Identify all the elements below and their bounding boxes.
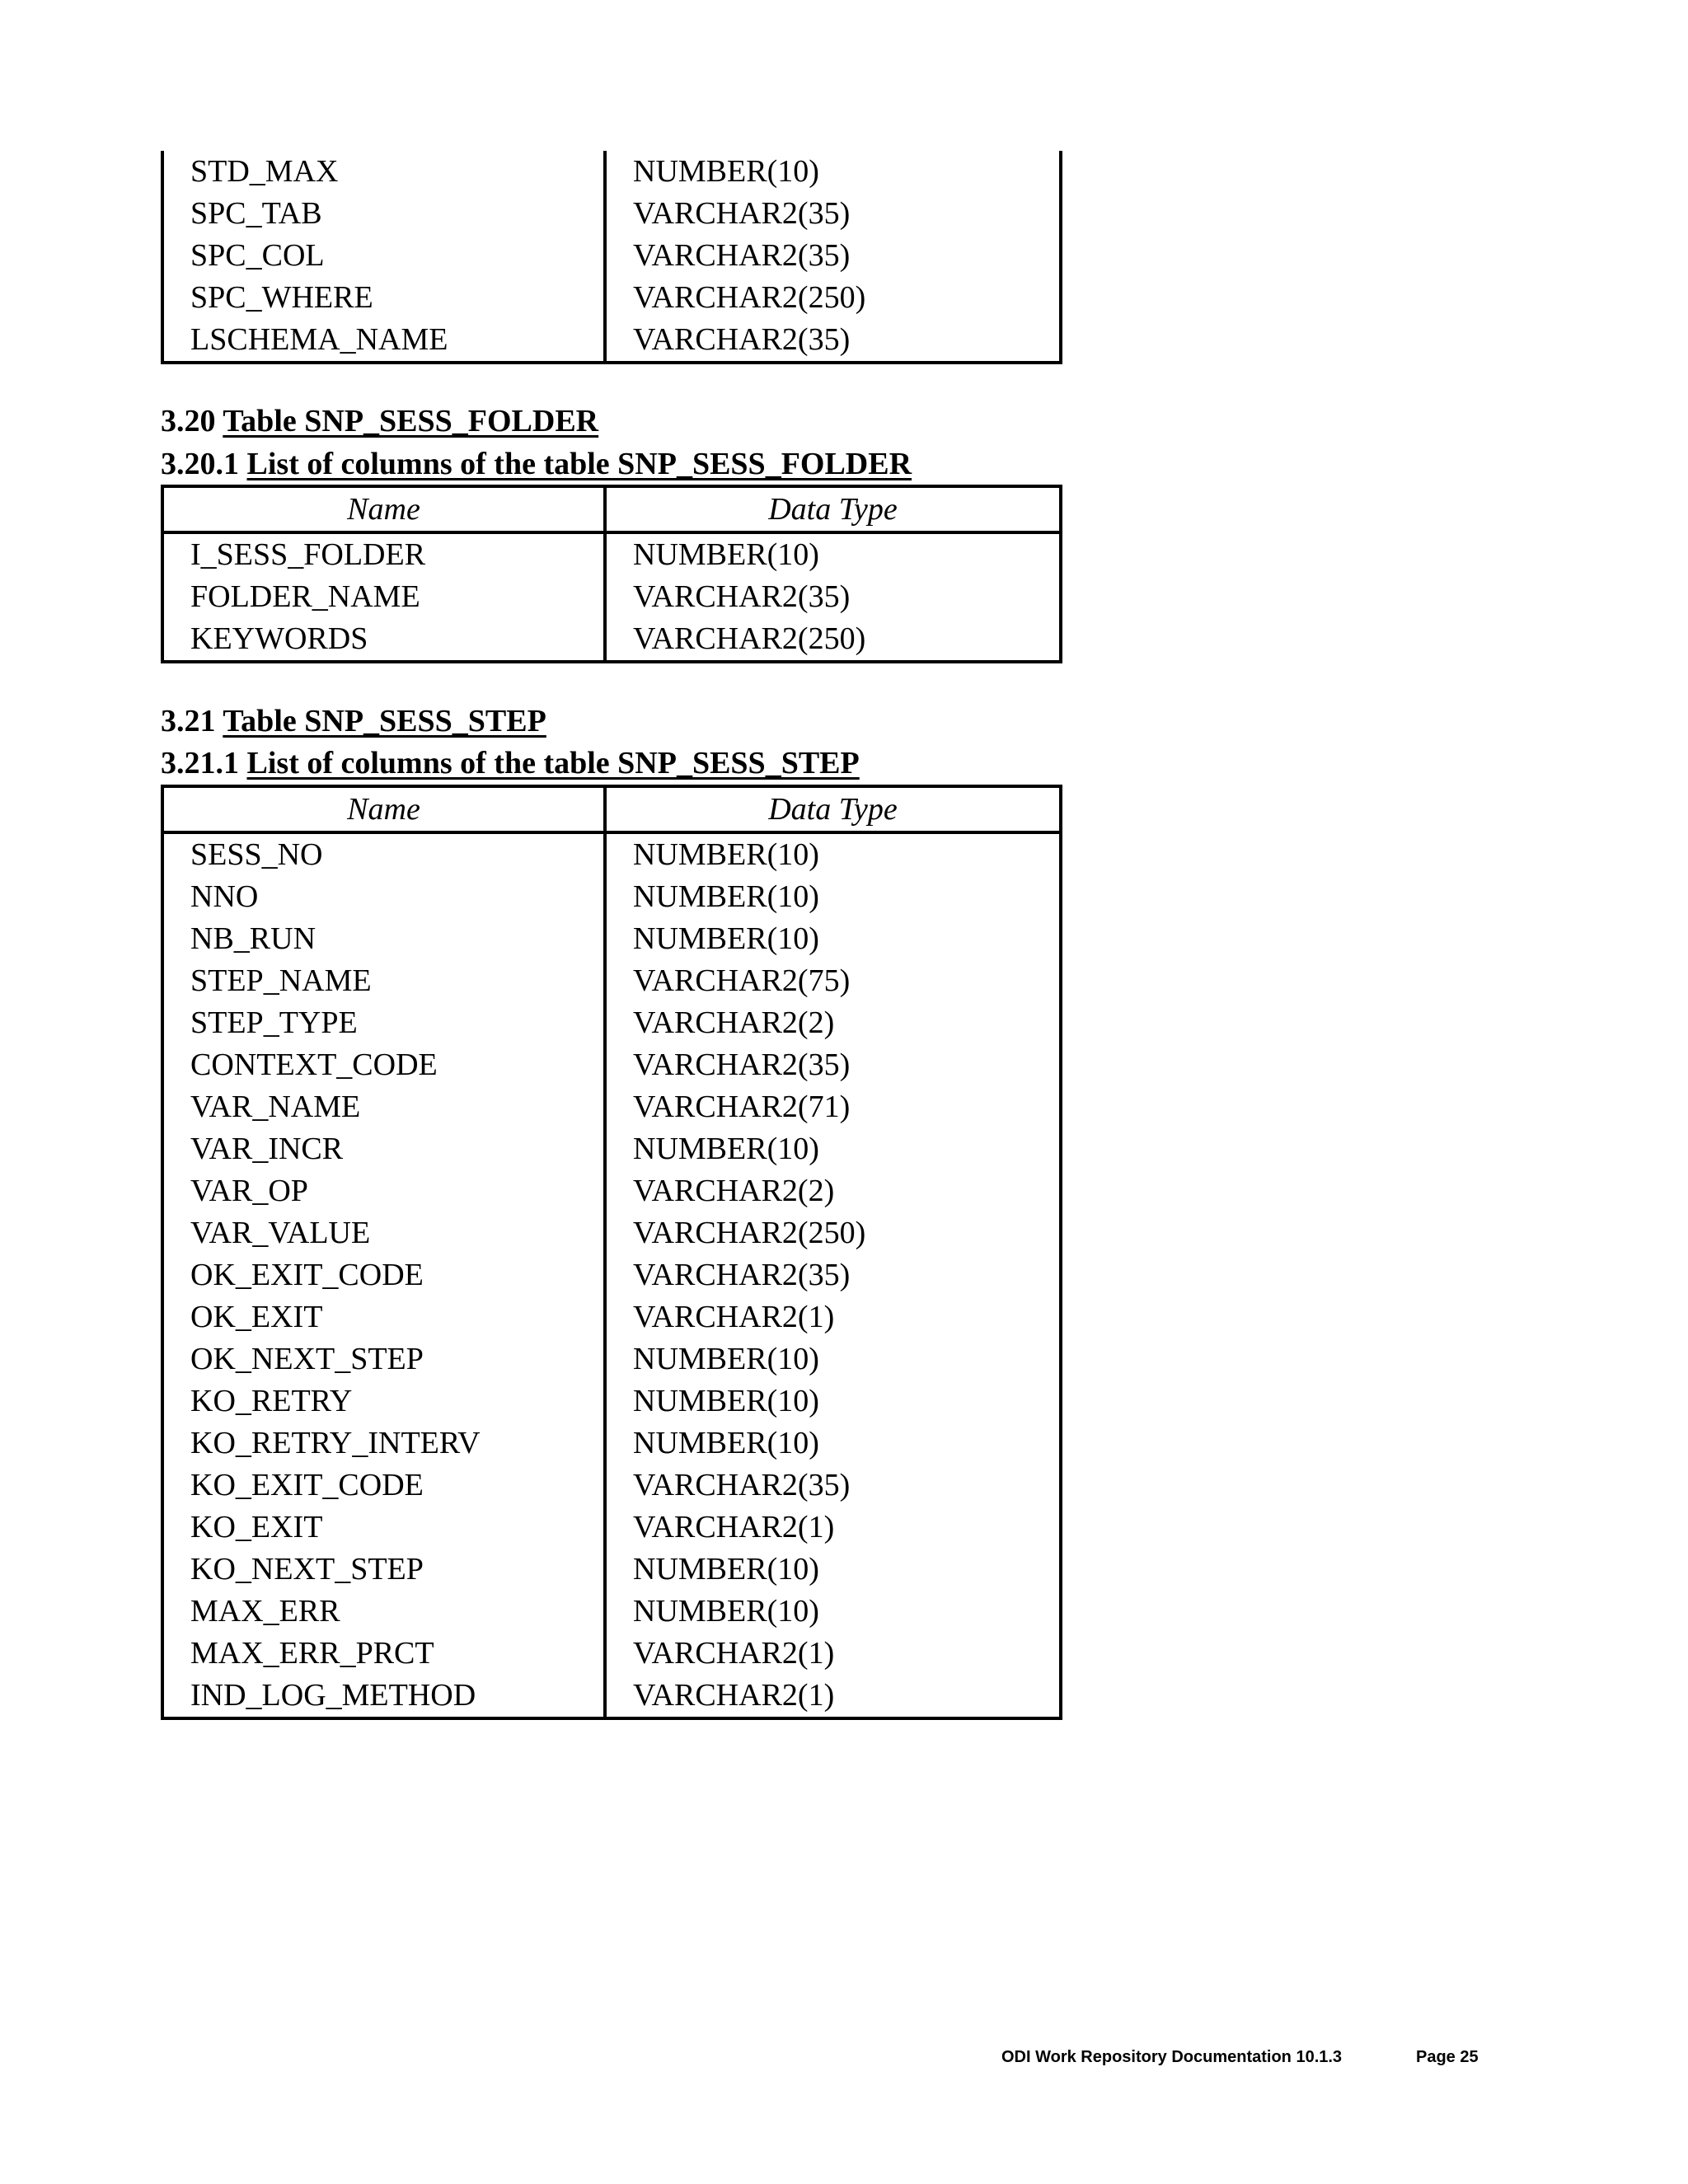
data-type-cell: NUMBER(10) <box>605 1591 1061 1633</box>
data-type-cell: NUMBER(10) <box>605 832 1061 876</box>
data-type-cell: NUMBER(10) <box>605 1549 1061 1591</box>
header-name: Name <box>162 786 605 832</box>
table-row <box>162 319 1061 363</box>
data-type-cell: VARCHAR2(2) <box>605 1170 1061 1212</box>
data-type-cell: VARCHAR2(1) <box>605 1675 1061 1718</box>
subsection-heading-3-21-1 <box>161 748 860 779</box>
table-row <box>162 277 1061 319</box>
column-name-cell: STEP_TYPE <box>162 1002 605 1044</box>
column-name-cell: STEP_NAME <box>162 960 605 1002</box>
data-type-cell: NUMBER(10) <box>605 151 1061 193</box>
column-name-cell: I_SESS_FOLDER <box>162 532 605 576</box>
table-row <box>162 1170 1061 1212</box>
table-row <box>162 235 1061 277</box>
column-name-cell: KO_RETRY <box>162 1380 605 1422</box>
footer-document-title: ODI Work Repository Documentation 10.1.3 <box>1001 2048 1343 2066</box>
table-row <box>162 1465 1061 1507</box>
column-name-cell: SPC_WHERE <box>162 277 605 319</box>
sess-folder-columns-body <box>162 532 1061 662</box>
column-name-cell: KO_NEXT_STEP <box>162 1549 605 1591</box>
data-type-cell: VARCHAR2(250) <box>605 618 1061 662</box>
continued-columns-body <box>162 151 1061 363</box>
data-type-cell: VARCHAR2(71) <box>605 1086 1061 1128</box>
footer-page-number: Page 25 <box>1416 2048 1479 2066</box>
column-name-cell: FOLDER_NAME <box>162 576 605 618</box>
subsection-title: List of columns of the table SNP_SESS_FOLDER <box>246 447 912 481</box>
column-name-cell: NB_RUN <box>162 918 605 960</box>
data-type-cell: NUMBER(10) <box>605 876 1061 918</box>
table-row <box>162 876 1061 918</box>
column-name-cell: OK_NEXT_STEP <box>162 1338 605 1380</box>
table-row <box>162 1212 1061 1254</box>
column-name-cell: OK_EXIT <box>162 1296 605 1338</box>
data-type-cell: NUMBER(10) <box>605 1338 1061 1380</box>
column-name-cell: VAR_INCR <box>162 1128 605 1170</box>
table-row <box>162 1338 1061 1380</box>
section-number: 3.21 <box>161 704 216 738</box>
data-type-cell: VARCHAR2(2) <box>605 1002 1061 1044</box>
column-name-cell: OK_EXIT_CODE <box>162 1254 605 1296</box>
subsection-number: 3.20.1 <box>161 447 239 481</box>
table-row <box>162 1549 1061 1591</box>
section-title: Table SNP_SESS_STEP <box>223 704 546 738</box>
column-name-cell: VAR_VALUE <box>162 1212 605 1254</box>
table-row <box>162 960 1061 1002</box>
data-type-cell: VARCHAR2(1) <box>605 1633 1061 1675</box>
table-row <box>162 1507 1061 1549</box>
table-row <box>162 618 1061 662</box>
table-row <box>162 1633 1061 1675</box>
section-title: Table SNP_SESS_FOLDER <box>223 404 599 438</box>
column-name-cell: SPC_TAB <box>162 193 605 235</box>
table-row <box>162 1044 1061 1086</box>
section-heading-3-21 <box>161 705 546 737</box>
column-name-cell: KO_EXIT_CODE <box>162 1465 605 1507</box>
table-row <box>162 151 1061 193</box>
column-name-cell: SPC_COL <box>162 235 605 277</box>
table-header-row <box>162 786 1061 832</box>
table-row <box>162 1422 1061 1465</box>
table-row <box>162 1380 1061 1422</box>
section-heading-3-20 <box>161 405 598 437</box>
subsection-number: 3.21.1 <box>161 746 239 780</box>
column-name-cell: SESS_NO <box>162 832 605 876</box>
table-row <box>162 532 1061 576</box>
column-name-cell: MAX_ERR <box>162 1591 605 1633</box>
column-name-cell: VAR_OP <box>162 1170 605 1212</box>
data-type-cell: NUMBER(10) <box>605 918 1061 960</box>
data-type-cell: VARCHAR2(35) <box>605 1044 1061 1086</box>
data-type-cell: VARCHAR2(1) <box>605 1507 1061 1549</box>
table-row <box>162 832 1061 876</box>
data-type-cell: NUMBER(10) <box>605 1422 1061 1465</box>
data-type-cell: NUMBER(10) <box>605 532 1061 576</box>
table-header-row <box>162 486 1061 532</box>
data-type-cell: VARCHAR2(35) <box>605 235 1061 277</box>
column-name-cell: KO_RETRY_INTERV <box>162 1422 605 1465</box>
data-type-cell: VARCHAR2(1) <box>605 1296 1061 1338</box>
column-name-cell: KEYWORDS <box>162 618 605 662</box>
data-type-cell: VARCHAR2(250) <box>605 1212 1061 1254</box>
continued-columns-table <box>161 151 1062 364</box>
data-type-cell: NUMBER(10) <box>605 1128 1061 1170</box>
table-row <box>162 1254 1061 1296</box>
table-row <box>162 193 1061 235</box>
table-row <box>162 1002 1061 1044</box>
sess-folder-columns-table <box>161 485 1062 663</box>
data-type-cell: VARCHAR2(35) <box>605 319 1061 363</box>
sess-step-columns-table <box>161 785 1062 1720</box>
table-row <box>162 1675 1061 1718</box>
column-name-cell: NNO <box>162 876 605 918</box>
table-row <box>162 1086 1061 1128</box>
data-type-cell: VARCHAR2(75) <box>605 960 1061 1002</box>
data-type-cell: NUMBER(10) <box>605 1380 1061 1422</box>
sess-step-columns-body <box>162 832 1061 1718</box>
section-number: 3.20 <box>161 404 216 438</box>
data-type-cell: VARCHAR2(250) <box>605 277 1061 319</box>
column-name-cell: LSCHEMA_NAME <box>162 319 605 363</box>
header-data-type: Data Type <box>605 486 1061 532</box>
table-row <box>162 1296 1061 1338</box>
column-name-cell: IND_LOG_METHOD <box>162 1675 605 1718</box>
column-name-cell: VAR_NAME <box>162 1086 605 1128</box>
column-name-cell: KO_EXIT <box>162 1507 605 1549</box>
subsection-title: List of columns of the table SNP_SESS_STEP <box>246 746 860 780</box>
data-type-cell: VARCHAR2(35) <box>605 576 1061 618</box>
column-name-cell: MAX_ERR_PRCT <box>162 1633 605 1675</box>
data-type-cell: VARCHAR2(35) <box>605 1254 1061 1296</box>
data-type-cell: VARCHAR2(35) <box>605 193 1061 235</box>
header-data-type: Data Type <box>605 786 1061 832</box>
table-row <box>162 1128 1061 1170</box>
column-name-cell: CONTEXT_CODE <box>162 1044 605 1086</box>
header-name: Name <box>162 486 605 532</box>
column-name-cell: STD_MAX <box>162 151 605 193</box>
table-row <box>162 918 1061 960</box>
subsection-heading-3-20-1 <box>161 448 912 480</box>
table-row <box>162 1591 1061 1633</box>
data-type-cell: VARCHAR2(35) <box>605 1465 1061 1507</box>
table-row <box>162 576 1061 618</box>
